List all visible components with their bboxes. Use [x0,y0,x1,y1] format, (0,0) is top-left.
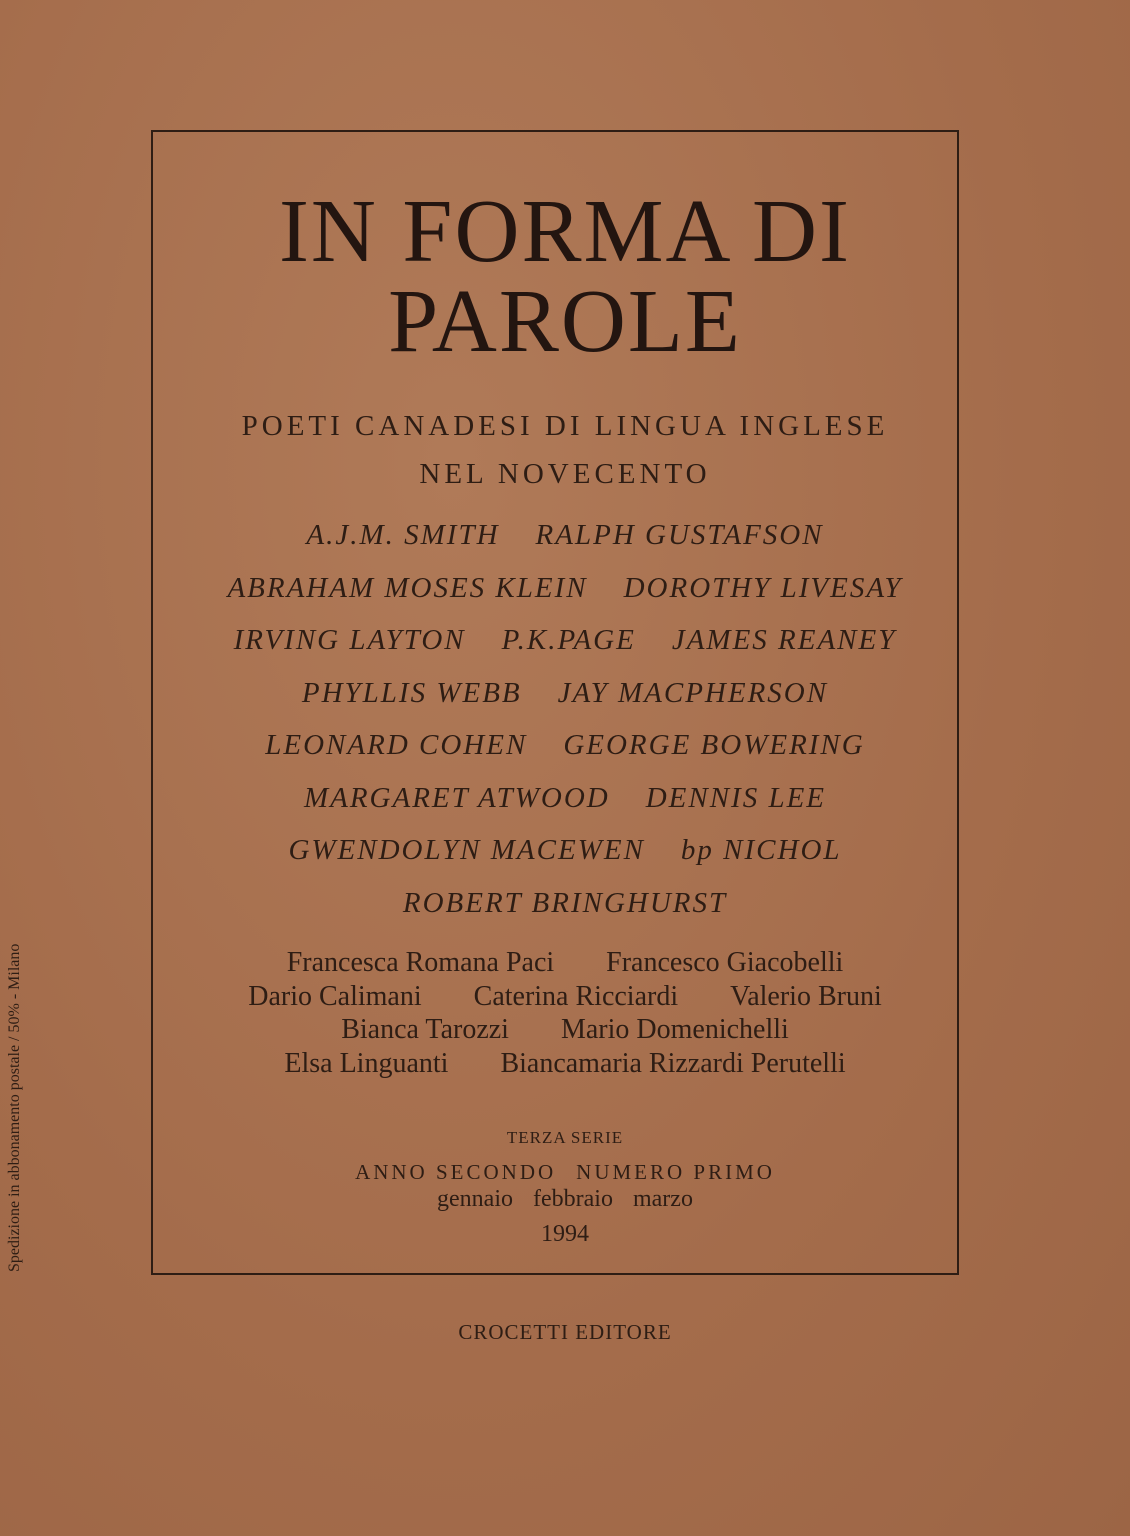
poet-name: ABRAHAM MOSES KLEIN [227,571,588,604]
poet-name: PHYLLIS WEBB [301,676,522,709]
poet-name: bp NICHOL [680,834,842,866]
poet-name: MARGARET ATWOOD [303,781,610,814]
publisher-name: CROCETTI EDITORE [458,1320,672,1344]
contributor-name: Bianca Tarozzi [341,1014,509,1045]
poet-name: JAY MACPHERSON [557,676,829,709]
issue-year: 1994 [541,1221,589,1247]
poet-name: DOROTHY LIVESAY [623,571,903,604]
month-label: febbraio [533,1186,613,1212]
title-line-2: PAROLE [388,272,742,371]
contributor-name: Valerio Bruni [730,980,882,1012]
month-label: marzo [632,1186,693,1212]
poet-name: JAMES REANEY [671,624,897,656]
contributor-name: Francesca Romana Paci [286,947,555,978]
contributor-name: Francesco Giacobelli [606,947,844,978]
contributor-name: Dario Calimani [248,980,422,1012]
contributor-name: Elsa Linguanti [284,1047,449,1079]
subtitle-line-2: NEL NOVECENTO [419,458,711,490]
contributor-name: Caterina Ricciardi [473,980,679,1012]
poet-name: LEONARD COHEN [265,729,528,761]
poet-name: GEORGE BOWERING [563,729,865,761]
contributor-name: Mario Domenichelli [560,1014,789,1045]
number-label: NUMERO PRIMO [576,1160,775,1184]
contributor-name: Biancamaria Rizzardi Perutelli [500,1047,846,1079]
contributors-list [0,946,1130,1080]
title-line-1: IN FORMA DI [278,182,852,281]
poet-name: A.J.M. SMITH [306,519,500,551]
year-label: ANNO SECONDO [355,1160,557,1184]
poet-name: DENNIS LEE [645,781,827,814]
month-label: gennaio [437,1186,514,1212]
poet-name: P.K.PAGE [501,624,636,656]
series-label: TERZA SERIE [506,1128,624,1147]
postal-notice: Spedizione in abbonamento postale / 50% - Milano [6,943,23,1272]
issue-months [0,1186,1130,1213]
poet-name: IRVING LAYTON [233,624,466,656]
poet-name: GWENDOLYN MACEWEN [288,834,645,866]
poets-list [0,515,1130,935]
issue-number [0,1160,1130,1185]
poet-name: RALPH GUSTAFSON [535,519,824,551]
subtitle-line-1: POETI CANADESI DI LINGUA INGLESE [241,410,889,442]
poet-name: ROBERT BRINGHURST [402,886,728,919]
